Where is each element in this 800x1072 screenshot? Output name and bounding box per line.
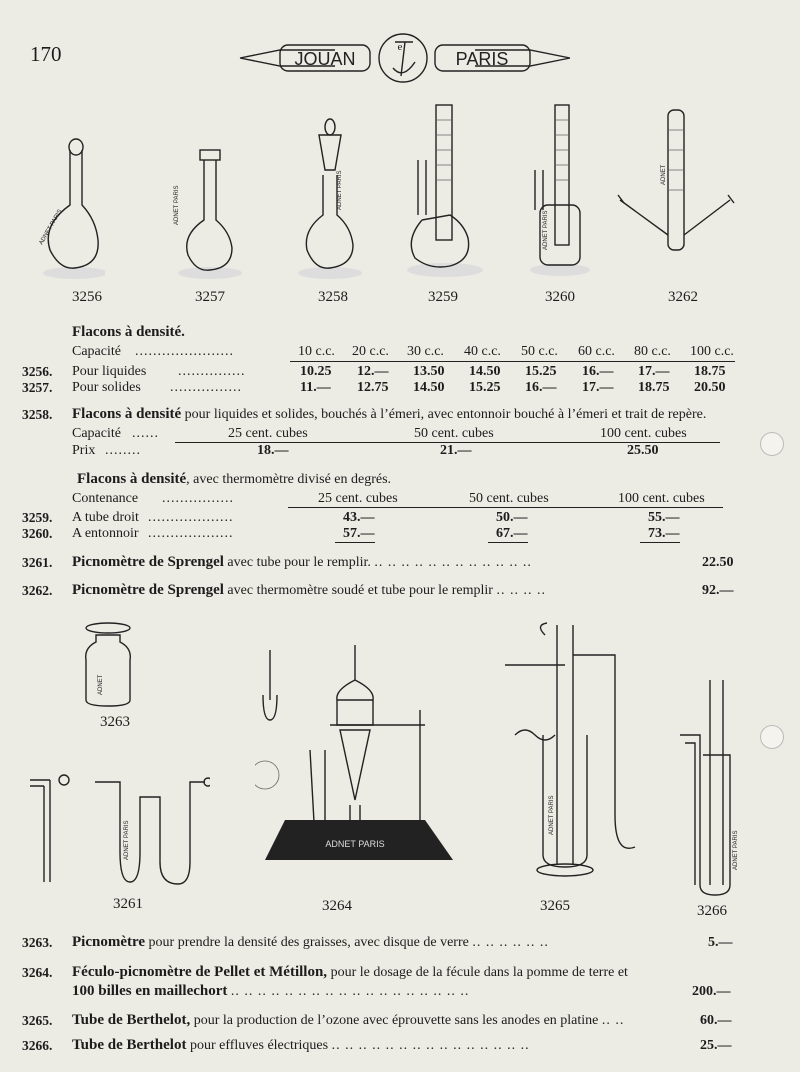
ref-number: 3260. (22, 526, 53, 541)
col-header: 100 cent. cubes (600, 426, 687, 441)
leader-dots: .. .. .. .. .. .. .. .. .. .. .. .. .. .. .. (331, 1038, 530, 1053)
col-header: 50 cent. cubes (414, 426, 494, 441)
flask-3257-illustration (170, 140, 245, 280)
brand-right: PARIS (455, 49, 509, 69)
engraving: ADNET (661, 164, 667, 185)
col-header: 30 c.c. (407, 344, 444, 359)
ref-number: 3263. (22, 935, 53, 950)
price: 17.— (582, 380, 614, 395)
ref-number: 3259. (22, 510, 53, 525)
berthelot-tube-3266-illustration (675, 675, 740, 900)
price-rule (640, 542, 680, 543)
ref-number: 3257. (22, 380, 53, 395)
leader-dots: .. .. .. .. .. .. .. .. .. .. .. .. .. .. .. .. .. .. (230, 984, 470, 999)
row-label: A tube droit (72, 510, 139, 525)
price: 50.— (496, 510, 528, 525)
flask-3260-illustration (525, 100, 595, 280)
figure-number: 3261 (113, 896, 143, 912)
price-rule (335, 542, 375, 543)
capacity-label: Capacité (72, 426, 121, 441)
col-header: 100 c.c. (690, 344, 734, 359)
price: 5.— (708, 935, 733, 950)
col-header: 50 c.c. (521, 344, 558, 359)
ref-number: 3256. (22, 364, 53, 379)
item-description: pour effluves électriques (189, 1038, 329, 1053)
item-name: Picnomètre de Sprengel (72, 554, 224, 570)
price-label: Prix (72, 443, 96, 458)
item-description: avec thermomètre soudé et tube pour le remplir (227, 583, 493, 598)
price: 21.— (440, 443, 472, 458)
price: 18.75 (694, 364, 726, 379)
item-name: Picnomètre de Sprengel (72, 582, 224, 598)
price: 57.— (343, 526, 375, 541)
ref-number: 3265. (22, 1013, 53, 1028)
price: 14.50 (469, 364, 501, 379)
item-name: Tube de Berthelot (72, 1037, 187, 1053)
col-header: 50 cent. cubes (469, 491, 549, 506)
price: 200.— (692, 984, 731, 999)
figure-number: 3264 (322, 898, 352, 914)
price: 15.25 (525, 364, 557, 379)
base-engraving: ADNET PARIS (325, 839, 385, 849)
ref-number: 3258. (22, 407, 53, 422)
figure-number: 3263 (100, 714, 130, 730)
ref-number: 3266. (22, 1038, 53, 1053)
item-description: pour le dosage de la fécule dans la pomme de terre et (330, 965, 628, 980)
price: 22.50 (702, 555, 734, 570)
flask-3259-illustration (400, 100, 485, 280)
item-name: Picnomètre (72, 934, 146, 950)
leader-dots: ........ (105, 443, 141, 458)
page-number: 170 (30, 42, 62, 66)
price-rule (488, 542, 528, 543)
leader-dots: ...................... (135, 344, 234, 359)
leader-dots: ................ (170, 380, 242, 395)
price: 12.— (357, 364, 389, 379)
item-name-continued: 100 billes en maillechort (72, 983, 228, 999)
figure-number: 3259 (428, 289, 458, 305)
leader-dots: ................... (148, 526, 234, 541)
item-description: pour la production de l’ozone avec éprouvette sans les anodes en platine (193, 1013, 599, 1028)
price: 16.— (525, 380, 557, 395)
leader-dots: ...... (132, 426, 159, 441)
engraving: ADNET PARIS (733, 830, 739, 870)
figure-number: 3257 (195, 289, 225, 305)
engraving: ADNET PARIS (174, 185, 180, 225)
sprengel-3261-illustration (20, 772, 210, 892)
ref-number: 3262. (22, 583, 53, 598)
col-header: 40 c.c. (464, 344, 501, 359)
price: 67.— (496, 526, 528, 541)
row-label: A entonnoir (72, 526, 139, 541)
binder-hole (760, 725, 784, 749)
col-header: 10 c.c. (298, 344, 335, 359)
table-rule (288, 507, 723, 508)
contenance-label: Contenance (72, 491, 139, 506)
price: 10.25 (300, 364, 332, 379)
engraving: ADNET PARIS (337, 170, 343, 210)
item-description: avec tube pour le remplir. (227, 555, 371, 570)
flask-3258-illustration (295, 115, 370, 280)
engraving: ADNET PARIS (543, 210, 549, 250)
picnometer-3262-illustration (610, 105, 740, 280)
berthelot-tube-3265-illustration (505, 615, 645, 880)
item-description: pour liquides et solides, bouchés à l’émeri, avec entonnoir bouché à l’émeri et trait de repère. (184, 407, 707, 422)
col-header: 25 cent. cubes (228, 426, 308, 441)
brand-left: JOUAN (294, 49, 356, 69)
leader-dots: ................ (162, 491, 234, 506)
item-name: Féculo-picnomètre de Pellet et Métillon, (72, 964, 328, 980)
leader-dots: ................... (148, 510, 234, 525)
engraving: ADNET (98, 674, 104, 695)
price: 16.— (582, 364, 614, 379)
figure-number: 3258 (318, 289, 348, 305)
price: 13.50 (413, 364, 445, 379)
figure-number: 3266 (697, 903, 727, 919)
col-header: 20 c.c. (352, 344, 389, 359)
row-label: Pour liquides (72, 364, 147, 379)
item-name: Tube de Berthelot, (72, 1012, 191, 1028)
price: 60.— (700, 1013, 732, 1028)
item-name: Flacons à densité (72, 406, 182, 422)
figure-number: 3265 (540, 898, 570, 914)
binder-hole (760, 432, 784, 456)
jouan-paris-logo (235, 28, 575, 88)
price: 15.25 (469, 380, 501, 395)
col-header: 25 cent. cubes (318, 491, 398, 506)
col-header: 60 c.c. (578, 344, 615, 359)
leader-dots: .. .. .. .. .. .. .. .. .. .. .. .. (374, 555, 532, 570)
price: 55.— (648, 510, 680, 525)
engraving: ADNET PARIS (38, 208, 64, 246)
ref-number: 3264. (22, 965, 53, 980)
engraving: ADNET PARIS (124, 820, 130, 860)
figure-number: 3256 (72, 289, 102, 305)
price: 18.— (257, 443, 289, 458)
leader-dots: .. .. .. .. .. .. (472, 935, 549, 950)
ref-number: 3261. (22, 555, 53, 570)
picnometer-3263-illustration (78, 620, 148, 710)
section-heading: Flacons à densité. (72, 324, 185, 340)
feculo-picnometer-3264-illustration (255, 640, 455, 895)
price: 17.— (638, 364, 670, 379)
col-header: 100 cent. cubes (618, 491, 705, 506)
price: 20.50 (694, 380, 726, 395)
price: 73.— (648, 526, 680, 541)
row-label: Pour solides (72, 380, 141, 395)
price: 43.— (343, 510, 375, 525)
engraving: ADNET PARIS (549, 795, 555, 835)
price: 92.— (702, 583, 734, 598)
table-rule (290, 361, 735, 362)
price: 11.— (300, 380, 331, 395)
col-header: 80 c.c. (634, 344, 671, 359)
item-description: , avec thermomètre divisé en degrés. (186, 472, 392, 487)
flask-3256-illustration (30, 135, 105, 280)
price: 12.75 (357, 380, 389, 395)
price: 25.— (700, 1038, 732, 1053)
figure-number: 3260 (545, 289, 575, 305)
price: 25.50 (627, 443, 659, 458)
price: 14.50 (413, 380, 445, 395)
capacity-label: Capacité (72, 344, 121, 359)
price: 18.75 (638, 380, 670, 395)
leader-dots: .. .. (601, 1013, 625, 1028)
leader-dots: ............... (178, 364, 246, 379)
section-heading: Flacons à densité (77, 471, 187, 487)
item-description: pour prendre la densité des graisses, avec disque de verre (148, 935, 469, 950)
leader-dots: .. .. .. .. (496, 583, 546, 598)
monogram-e: e (397, 41, 403, 53)
figure-number: 3262 (668, 289, 698, 305)
